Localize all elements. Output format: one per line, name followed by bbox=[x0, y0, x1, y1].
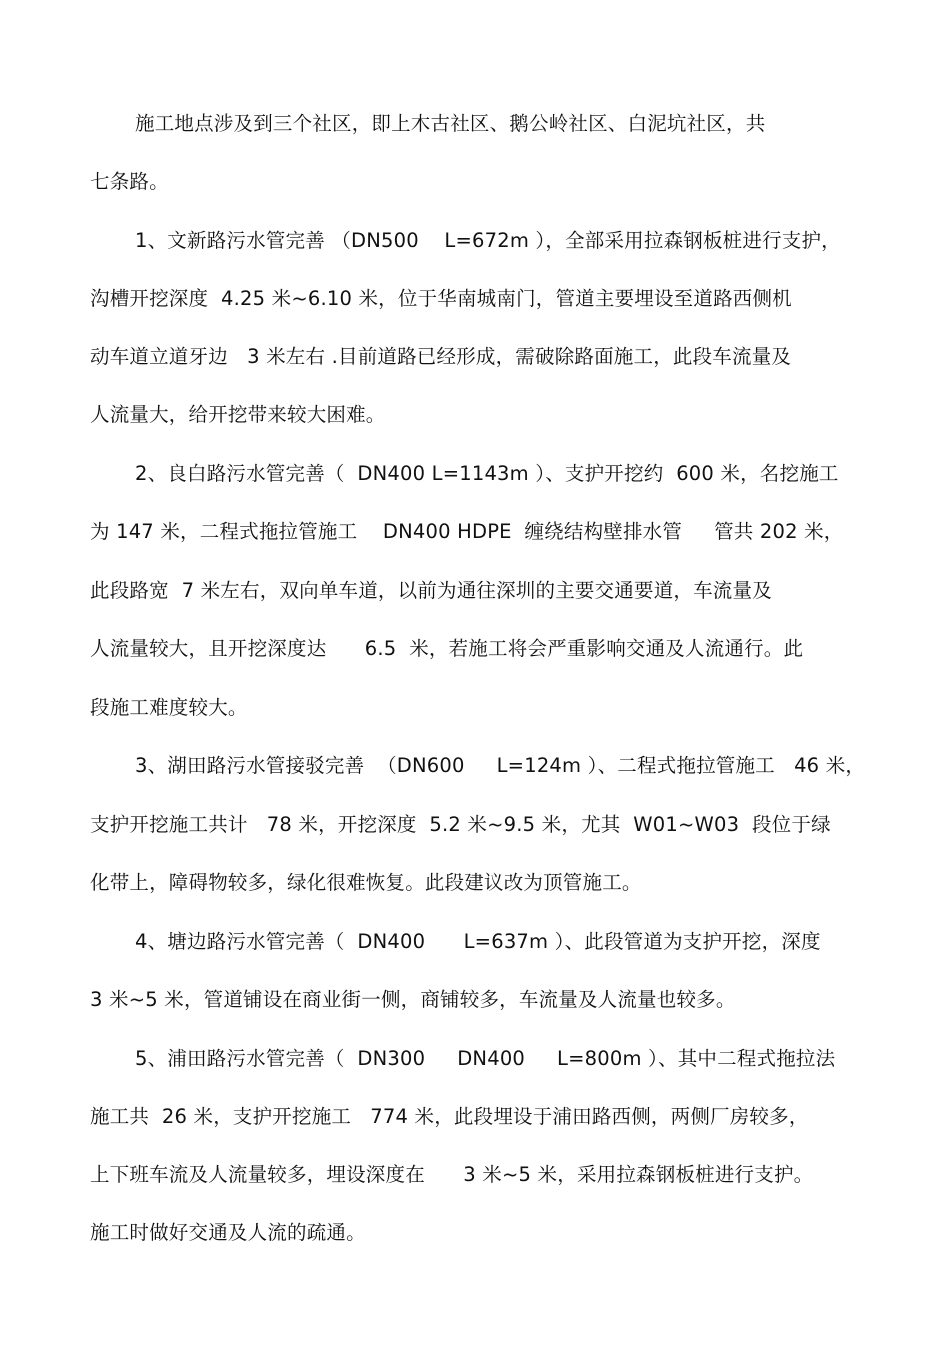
paragraph-6-line-1: 5、浦田路污水管完善（ DN300 DN400 L=800m ）、其中二程式拖拉法 bbox=[135, 1047, 836, 1070]
paragraph-4-line-1: 3、湖田路污水管接驳完善 （DN600 L=124m ）、二程式拖拉管施工 46 米， bbox=[135, 754, 866, 777]
paragraph-3-line-1: 2、良白路污水管完善（ DN400 L=1143m ）、支护开挖约 600 米，名挖施工 bbox=[135, 462, 839, 485]
paragraph-1-line-1: 施工地点涉及到三个社区，即上木古社区、鹅公岭社区、白泥坑社区，共 bbox=[135, 112, 766, 135]
paragraph-6-line-3: 上下班车流及人流量较多，埋设深度在 3 米~5 米，采用拉森钢板桩进行支护。 bbox=[90, 1163, 814, 1186]
paragraph-3-line-3: 此段路宽 7 米左右，双向单车道，以前为通往深圳的主要交通要道，车流量及 bbox=[90, 579, 772, 602]
paragraph-2-line-2: 沟槽开挖深度 4.25 米~6.10 米，位于华南城南门，管道主要埋设至道路西侧机 bbox=[90, 287, 792, 310]
paragraph-3-line-5: 段施工难度较大。 bbox=[90, 696, 248, 719]
paragraph-3-line-4: 人流量较大，且开挖深度达 6.5 米，若施工将会严重影响交通及人流通行。此 bbox=[90, 637, 804, 660]
paragraph-2-line-4: 人流量大，给开挖带来较大困难。 bbox=[90, 403, 386, 426]
paragraph-6-line-4: 施工时做好交通及人流的疏通。 bbox=[90, 1221, 366, 1244]
paragraph-2-line-1: 1、文新路污水管完善 （DN500 L=672m ），全部采用拉森钢板桩进行支护， bbox=[135, 229, 841, 252]
paragraph-6-line-2: 施工共 26 米，支护开挖施工 774 米，此段埋设于浦田路西侧，两侧厂房较多， bbox=[90, 1105, 809, 1128]
paragraph-4-line-3: 化带上，障碍物较多，绿化很难恢复。此段建议改为顶管施工。 bbox=[90, 871, 642, 894]
paragraph-1-line-2: 七条路。 bbox=[90, 170, 169, 193]
paragraph-5-line-1: 4、塘边路污水管完善（ DN400 L=637m ）、此段管道为支护开挖，深度 bbox=[135, 930, 821, 953]
paragraph-4-line-2: 支护开挖施工共计 78 米，开挖深度 5.2 米~9.5 米，尤其 W01~W03 段位于绿 bbox=[90, 813, 831, 836]
paragraph-2-line-3: 动车道立道牙边 3 米左右 .目前道路已经形成，需破除路面施工，此段车流量及 bbox=[90, 345, 792, 368]
paragraph-5-line-2: 3 米~5 米，管道铺设在商业街一侧，商铺较多，车流量及人流量也较多。 bbox=[90, 988, 736, 1011]
paragraph-3-line-2: 为 147 米，二程式拖拉管施工 DN400 HDPE 缠绕结构壁排水管 管共 202 米， bbox=[90, 520, 844, 543]
